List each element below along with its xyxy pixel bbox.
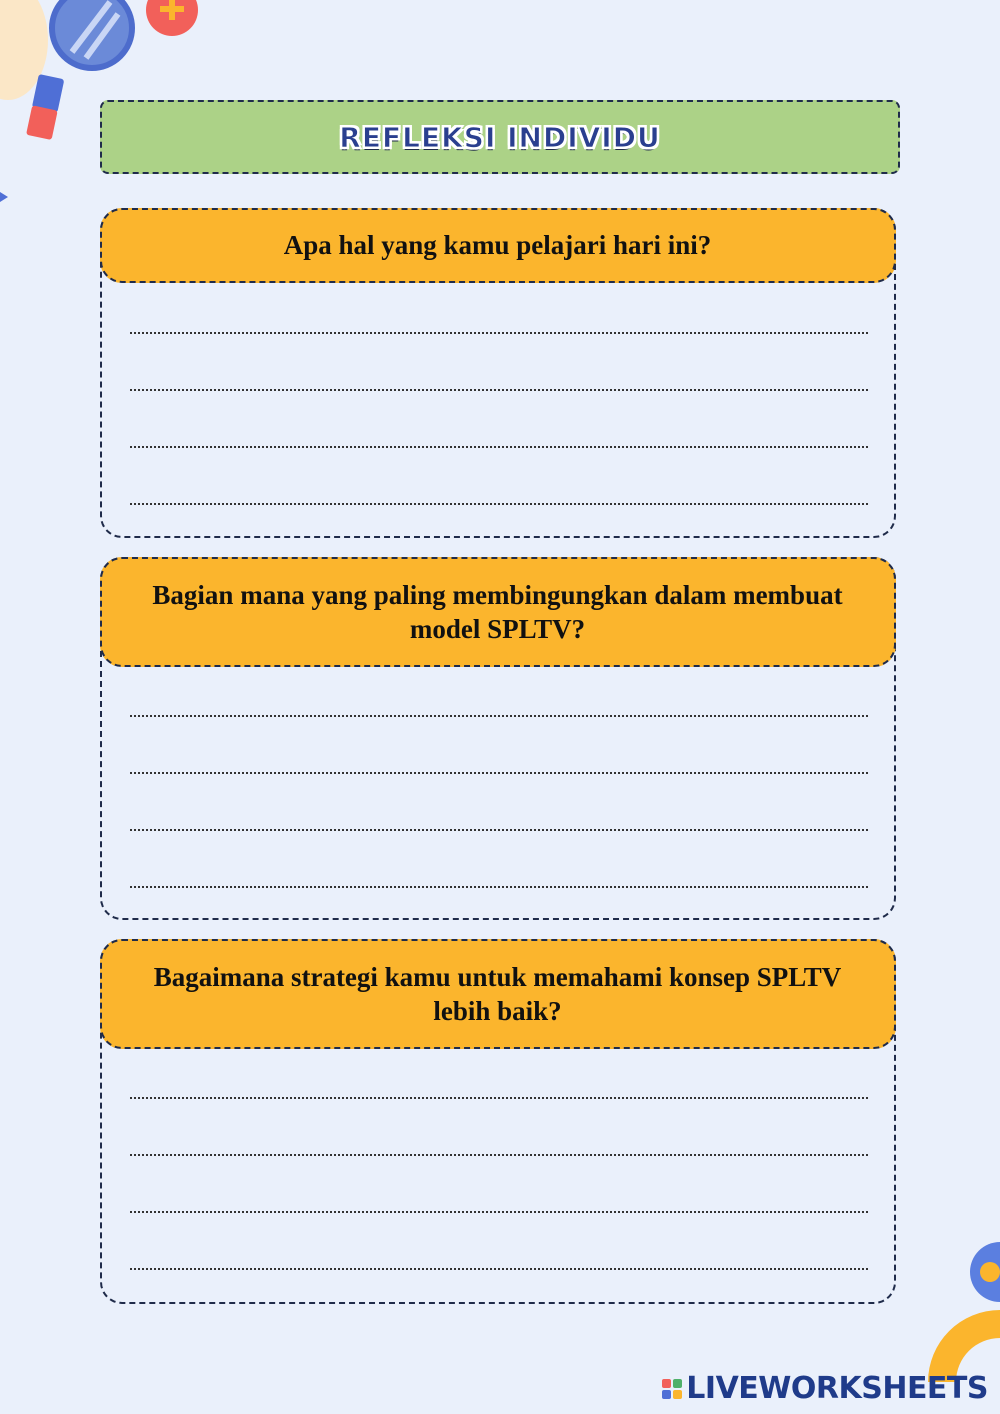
question-text-2: Bagian mana yang paling membingungkan dalam membuat model SPLTV? (152, 579, 843, 644)
liveworksheets-watermark (662, 1371, 988, 1406)
answer-line[interactable] (130, 332, 868, 334)
answer-line[interactable] (130, 389, 868, 391)
answer-line[interactable] (130, 503, 868, 505)
title-banner (100, 100, 900, 174)
small-triangle-icon (0, 192, 8, 202)
answer-line[interactable] (130, 1097, 868, 1099)
answer-line[interactable] (130, 829, 868, 831)
watermark-text: LIVEWORKSHEETS (686, 1371, 988, 1406)
blue-ring-icon (52, 0, 132, 68)
question-header-2 (100, 557, 896, 667)
reflection-card-3 (100, 939, 896, 1304)
question-text-3: Bagaimana strategi kamu untuk memahami konsep SPLTV lebih baik? (153, 961, 842, 1026)
answer-line[interactable] (130, 1154, 868, 1156)
answer-line[interactable] (130, 886, 868, 888)
answer-line[interactable] (130, 715, 868, 717)
answer-line[interactable] (130, 772, 868, 774)
page-title: REFLEKSI INDIVIDU (339, 120, 661, 154)
question-header-1 (100, 208, 896, 283)
reflection-card-1 (100, 208, 896, 538)
answer-line[interactable] (130, 1211, 868, 1213)
question-header-3 (100, 939, 896, 1049)
answer-line[interactable] (130, 446, 868, 448)
question-text-1: Apa hal yang kamu pelajari hari ini? (283, 230, 712, 260)
liveworksheets-logo-icon (662, 1379, 682, 1399)
answer-line[interactable] (130, 1268, 868, 1270)
reflection-card-2 (100, 557, 896, 920)
